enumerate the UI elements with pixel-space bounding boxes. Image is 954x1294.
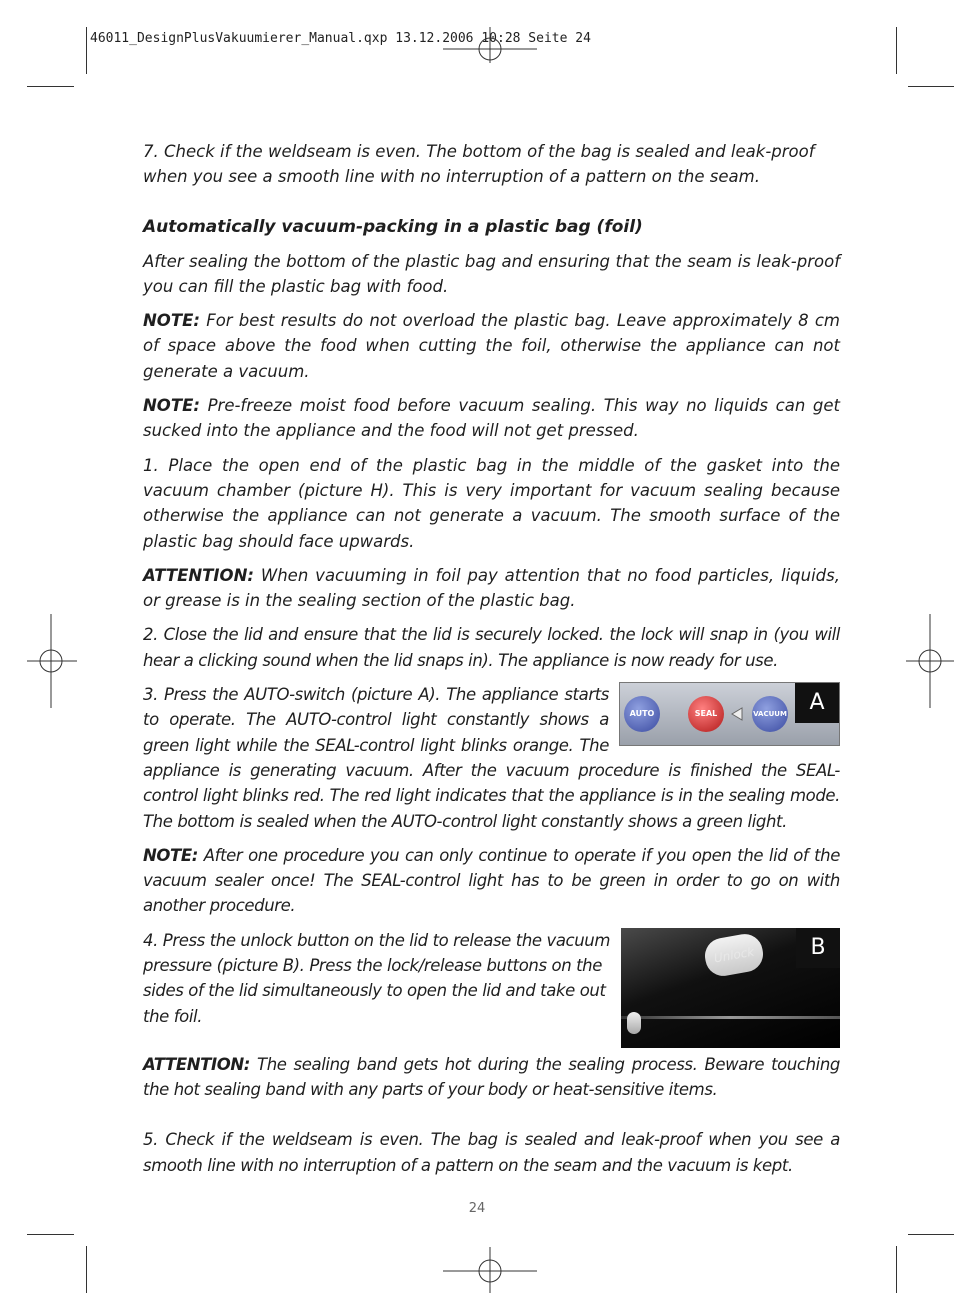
- note-1: [143, 308, 840, 384]
- note-2: [143, 393, 840, 444]
- lid-seam: [621, 1016, 840, 1019]
- step-7: 7. Check if the weldseam is even. The bottom of the bag is sealed and leak-proof when you see a smooth line with no interruption of a pattern on the seam.: [143, 142, 815, 187]
- crop-mark: [896, 27, 897, 74]
- attention-2: [143, 1052, 840, 1103]
- auto-button-image: AUTO: [624, 696, 660, 732]
- note-label: NOTE:: [143, 845, 198, 865]
- registration-mark-left: [27, 614, 77, 708]
- note-2-text: Pre-freeze moist food before vacuum sealing. This way no liquids can get sucked into the appliance and the food will not get pressed.: [143, 396, 840, 441]
- arrow-left-icon: [730, 707, 744, 721]
- note-label: NOTE:: [143, 311, 200, 331]
- crop-mark: [896, 1246, 897, 1293]
- seal-button-image: SEAL: [688, 696, 724, 732]
- picture-b-label: B: [796, 928, 840, 968]
- step-4: 4. Press the unlock button on the lid to release the vacuum pressure (picture B). Press the lock/release buttons on the sides of the lid simultaneously to open the lid and take out the foil.: [143, 930, 611, 1026]
- section-heading: Automatically vacuum-packing in a plastic bag (foil): [143, 216, 643, 237]
- crop-mark: [86, 27, 87, 74]
- unlock-button-image: Unlock: [702, 931, 766, 978]
- attention-label: ATTENTION:: [143, 1054, 250, 1074]
- vacuum-button-image: VACUUM: [752, 696, 788, 732]
- crop-mark: [27, 1234, 74, 1235]
- crop-mark: [908, 1234, 954, 1235]
- crop-mark: [908, 86, 954, 87]
- step-2: 2. Close the lid and ensure that the lid is securely locked. the lock will snap in (you will hear a clicking sound when the lid snaps in). The appliance is now ready for use.: [143, 625, 840, 670]
- step-5: 5. Check if the weldseam is even. The bag is sealed and leak-proof when you see a smooth line with no interruption of a pattern on the seam and the vacuum is kept.: [143, 1130, 840, 1175]
- manual-body: [143, 139, 840, 1187]
- crop-mark: [27, 86, 74, 87]
- registration-mark-right: [906, 614, 954, 708]
- crop-mark: [86, 1246, 87, 1293]
- attention-1-text: When vacuuming in foil pay attention that no food particles, liquids, or grease is in the sealing section of the plastic bag.: [143, 565, 840, 611]
- page-number: 24: [468, 1201, 486, 1216]
- intro-paragraph: After sealing the bottom of the plastic bag and ensuring that the seam is leak-proof you can fill the plastic bag with food.: [143, 251, 840, 296]
- note-3-text: After one procedure you can only continue to operate if you open the lid of the vacuum sealer once! The SEAL-control light has to be green in order to go on with another procedure.: [143, 845, 840, 916]
- registration-mark-top: [443, 27, 537, 63]
- picture-a-control-panel: [619, 682, 840, 746]
- note-3: [143, 843, 840, 919]
- step-3: 3. Press the AUTO-switch (picture A). The appliance starts to operate. The AUTO-control light constantly shows a green light while the SEAL-control light blinks orange. The appliance is generating vacuum. After the vacuum procedure is finished the SEAL-control light blinks red. The red light indicates that the appliance is in the sealing mode. The bottom is sealed when the AUTO-control light constantly shows a green light.: [143, 685, 840, 831]
- registration-mark-bottom: [443, 1247, 537, 1293]
- note-label: NOTE:: [143, 396, 200, 416]
- picture-b-unlock-button: [621, 928, 840, 1048]
- attention-label: ATTENTION:: [143, 565, 254, 585]
- attention-1: [143, 563, 840, 614]
- attention-2-text: The sealing band gets hot during the sealing process. Beware touching the hot sealing band with any parts of your body or heat-sensitive items.: [143, 1054, 840, 1100]
- note-1-text: For best results do not overload the plastic bag. Leave approximately 8 cm of space above the food when cutting the foil, otherwise the appliance can not generate a vacuum.: [143, 311, 840, 381]
- side-release-button: [627, 1012, 641, 1034]
- step-1: 1. Place the open end of the plastic bag in the middle of the gasket into the vacuum chamber (picture H). This is very important for vacuum sealing because otherwise the appliance can not generate a vacuum. The smooth surface of the plastic bag should face upwards.: [143, 455, 840, 551]
- picture-a-label: A: [795, 683, 839, 723]
- file-slug: 46011_DesignPlusVakuumierer_Manual.qxp 13.12.2006 10:28 Seite 24: [90, 31, 591, 46]
